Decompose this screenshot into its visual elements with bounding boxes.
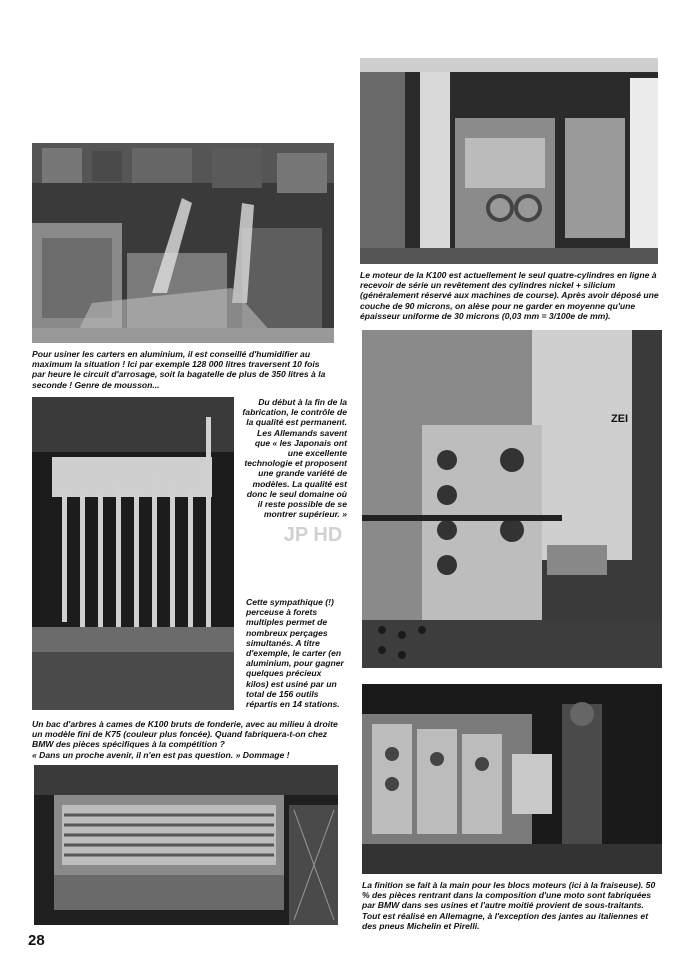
caption-camshafts-text-2: « Dans un proche avenir, il n'en est pas question. » Dommage !: [32, 749, 290, 760]
zeiss-label: ZEI: [611, 413, 629, 425]
caption-water-spray: [32, 349, 334, 390]
caption-k100-coating: [360, 270, 660, 321]
caption-camshafts: [32, 719, 342, 760]
quote-quality-control-text: Du début à la fin de la fabrication, le contrôle de la qualité est permanent. Les Allemands savent que « les Japonais ont une excellente technologie et proposent une grande variété de modèles. La qualité est donc le seul domaine où il reste possible de se montrer supérieur. »: [242, 397, 347, 520]
page-number: 28: [28, 932, 45, 949]
photo-camshaft-bin: [34, 765, 338, 925]
photo-engine-finishing: [362, 684, 662, 874]
caption-water-spray-text: Pour usiner les carters en aluminium, il est conseillé d'humidifier au maximum la situation ! Ici par exemple 128 000 litres traversent 10 fois par heure le circuit d'arrosage, soit la bagatelle de plus de 350 litres à la seconde ! Genre de mousson...: [32, 349, 326, 390]
caption-finishing: [362, 880, 664, 931]
caption-drill-text: Cette sympathique (!) perceuse à forets multiples permet de nombreux perçages simultanés. A titre d'exemple, le carter (en aluminium, pour gagner quelques précieux kilos) est usiné par un total de 156 outils répartis en 14 stations.: [246, 597, 344, 710]
quote-quality-control: [241, 397, 347, 519]
photo-zeiss-cylinder-head: [362, 330, 662, 668]
caption-drill: [246, 597, 346, 709]
caption-k100-coating-text: Le moteur de la K100 est actuellement le seul quatre-cylindres en ligne à recevoir de série un revêtement des cylindres nickel + silicium (généralement réservé aux machines de course). Après avoir déposé une couche de 90 microns, on alèse pour ne garder en moyenne qu'une épaisseur uniforme de 30 microns (0,03 mm = 3/100e de mm).: [360, 270, 659, 321]
photo-water-spray-machining: [32, 143, 334, 343]
caption-finishing-text: La finition se fait à la main pour les blocs moteurs (ici à la fraiseuse). 50 % des pièces rentrant dans la composition d'une moto sont fabriquées par BMW dans ses usines et l'autre moitié provient de sous-traitants. Tout est réalisé en Allemagne, à l'exception des jantes au italiennes et des pneus Michelin et Pirelli.: [362, 880, 656, 931]
photo-multi-spindle-drill: [32, 397, 234, 710]
watermark-logo: JP HD: [283, 524, 343, 546]
photo-k100-engine-block: [360, 58, 658, 264]
caption-camshafts-text: Un bac d'arbres à cames de K100 bruts de fonderie, avec au milieu à droite un modèle fini de K75 (couleur plus foncée). Quand fabriquera-t-on chez BMW des pièces spécifiques à la compétition ?: [32, 719, 338, 750]
